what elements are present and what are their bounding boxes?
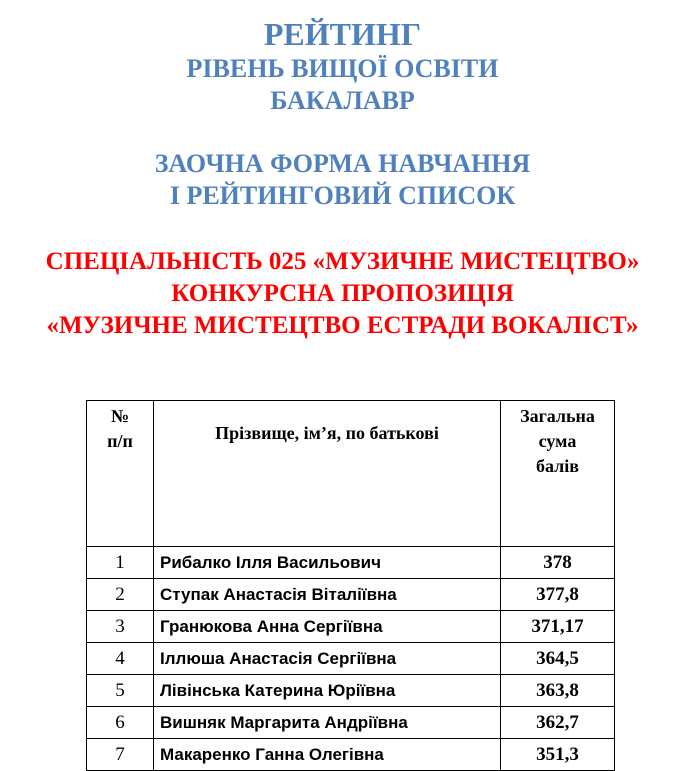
row-score: 371,17 xyxy=(501,611,615,643)
study-form: ЗАОЧНА ФОРМА НАВЧАННЯ xyxy=(154,149,531,178)
table-row xyxy=(87,611,615,643)
table-row xyxy=(87,675,615,707)
header-num-line1: № xyxy=(110,406,130,426)
row-name: Іллюша Анастасія Сергіївна xyxy=(154,643,501,675)
table-header-row xyxy=(87,401,615,547)
row-num: 7 xyxy=(87,739,154,771)
rating-table xyxy=(86,400,615,771)
page-title: РЕЙТИНГ xyxy=(263,16,422,52)
degree: БАКАЛАВР xyxy=(270,86,415,115)
row-score: 378 xyxy=(501,547,615,579)
row-score: 363,8 xyxy=(501,675,615,707)
row-name: Макаренко Ганна Олегівна xyxy=(154,739,501,771)
row-num: 4 xyxy=(87,643,154,675)
row-num: 2 xyxy=(87,579,154,611)
program-line: «МУЗИЧНЕ МИСТЕЦТВО ЕСТРАДИ ВОКАЛІСТ» xyxy=(46,312,639,339)
table-row xyxy=(87,547,615,579)
row-num: 6 xyxy=(87,707,154,739)
row-score: 351,3 xyxy=(501,739,615,771)
competitive-offer-line: КОНКУРСНА ПРОПОЗИЦІЯ xyxy=(171,280,514,307)
list-name: І РЕЙТИНГОВИЙ СПИСОК xyxy=(169,181,516,210)
row-name: Лівінська Катерина Юріївна xyxy=(154,675,501,707)
row-name: Вишняк Маргарита Андріївна xyxy=(154,707,501,739)
table-row xyxy=(87,707,615,739)
row-name: Гранюкова Анна Сергіївна xyxy=(154,611,501,643)
row-name: Рибалко Ілля Васильович xyxy=(154,547,501,579)
row-score: 377,8 xyxy=(501,579,615,611)
education-level: РІВЕНЬ ВИЩОЇ ОСВІТИ xyxy=(186,54,499,83)
header-score-line2: сума xyxy=(538,431,577,451)
table-row xyxy=(87,739,615,771)
row-name: Ступак Анастасія Віталіївна xyxy=(154,579,501,611)
header-num xyxy=(87,401,154,547)
row-num: 3 xyxy=(87,611,154,643)
specialty-line: СПЕЦІАЛЬНІСТЬ 025 «МУЗИЧНЕ МИСТЕЦТВО» xyxy=(45,248,640,275)
header-score-line1: Загальна xyxy=(520,406,595,426)
row-num: 1 xyxy=(87,547,154,579)
header-score-line3: балів xyxy=(536,456,579,476)
row-score: 362,7 xyxy=(501,707,615,739)
header-num-line2: п/п xyxy=(107,431,133,451)
header-fio: Прізвище, ім’я, по батькові xyxy=(154,401,501,547)
table-row xyxy=(87,579,615,611)
row-score: 364,5 xyxy=(501,643,615,675)
table-row xyxy=(87,643,615,675)
header-score xyxy=(501,401,615,547)
row-num: 5 xyxy=(87,675,154,707)
